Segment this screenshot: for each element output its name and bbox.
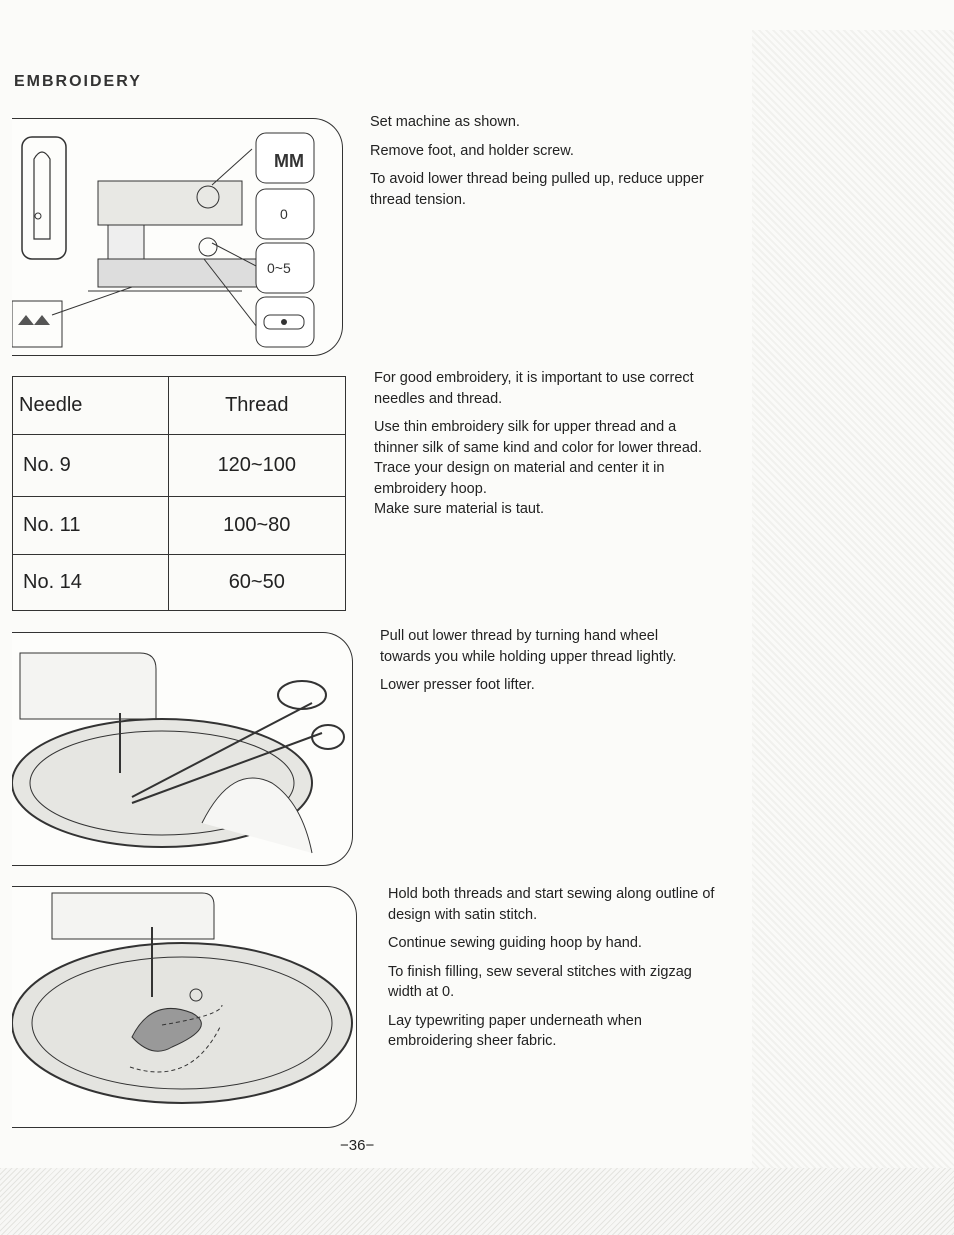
zigzag-stitch-icon [18, 315, 50, 325]
stitch-dot-icon [281, 319, 287, 325]
instruction-text: To finish filling, sew several stitches with zigzag width at 0. [388, 963, 692, 1000]
sewing-hoop-illustration [12, 886, 357, 1128]
sewing-instructions [388, 884, 720, 1060]
column-header-needle: Needle [13, 377, 169, 435]
dial-label: 0 [280, 206, 288, 222]
pull-thread-illustration [12, 632, 353, 866]
instruction-text: Lower presser foot lifter. [380, 677, 535, 693]
needle-size: No. 9 [13, 435, 169, 497]
machine-setup-illustration [12, 118, 343, 356]
thread-size: 100~80 [168, 497, 345, 555]
instruction-text: For good embroidery, it is important to use correct needles and thread. [374, 370, 694, 407]
instruction-text: Hold both threads and start sewing along outline of design with satin stitch. [388, 886, 715, 923]
side-view-icon [22, 137, 66, 259]
needle-size: No. 14 [13, 555, 169, 611]
table-row [13, 497, 346, 555]
dial-icon [199, 238, 217, 256]
instruction-text: Lay typewriting paper underneath when embroidering sheer fabric. [388, 1012, 642, 1049]
thread-size: 120~100 [168, 435, 345, 497]
dial-label: 0~5 [267, 260, 291, 276]
instruction-text: Use thin embroidery silk for upper thread and a thinner silk of same kind and color for lower thread. [374, 419, 703, 456]
instruction-text: Trace your design on material and center it in embroidery hoop. [374, 460, 665, 497]
needle-thread-instructions [374, 368, 706, 520]
column-header-thread: Thread [168, 377, 345, 435]
setup-instructions [370, 112, 720, 218]
section-title: EMBROIDERY [14, 73, 142, 90]
needle-thread-table [12, 376, 346, 611]
scissors-icon [278, 681, 326, 709]
table-row [13, 555, 346, 611]
scan-bottom-edge [0, 1168, 954, 1235]
instruction-text: Pull out lower thread by turning hand wheel towards you while holding upper thread lightly. [380, 628, 677, 665]
scanned-page-margin [752, 30, 954, 1170]
instruction-text: To avoid lower thread being pulled up, reduce upper thread tension. [370, 171, 704, 208]
instruction-text: Set machine as shown. [370, 114, 520, 130]
instruction-text: Remove foot, and holder screw. [370, 142, 574, 159]
instruction-text: Make sure material is taut. [374, 501, 545, 517]
sewing-machine-icon [88, 181, 258, 291]
needle-size: No. 11 [13, 497, 169, 555]
pull-thread-instructions [380, 626, 710, 704]
thread-size: 60~50 [168, 555, 345, 611]
instruction-text: Continue sewing guiding hoop by hand. [388, 935, 642, 951]
page-number: −36− [340, 1137, 375, 1154]
table-row [13, 435, 346, 497]
svg-text:MM: MM [274, 151, 304, 171]
